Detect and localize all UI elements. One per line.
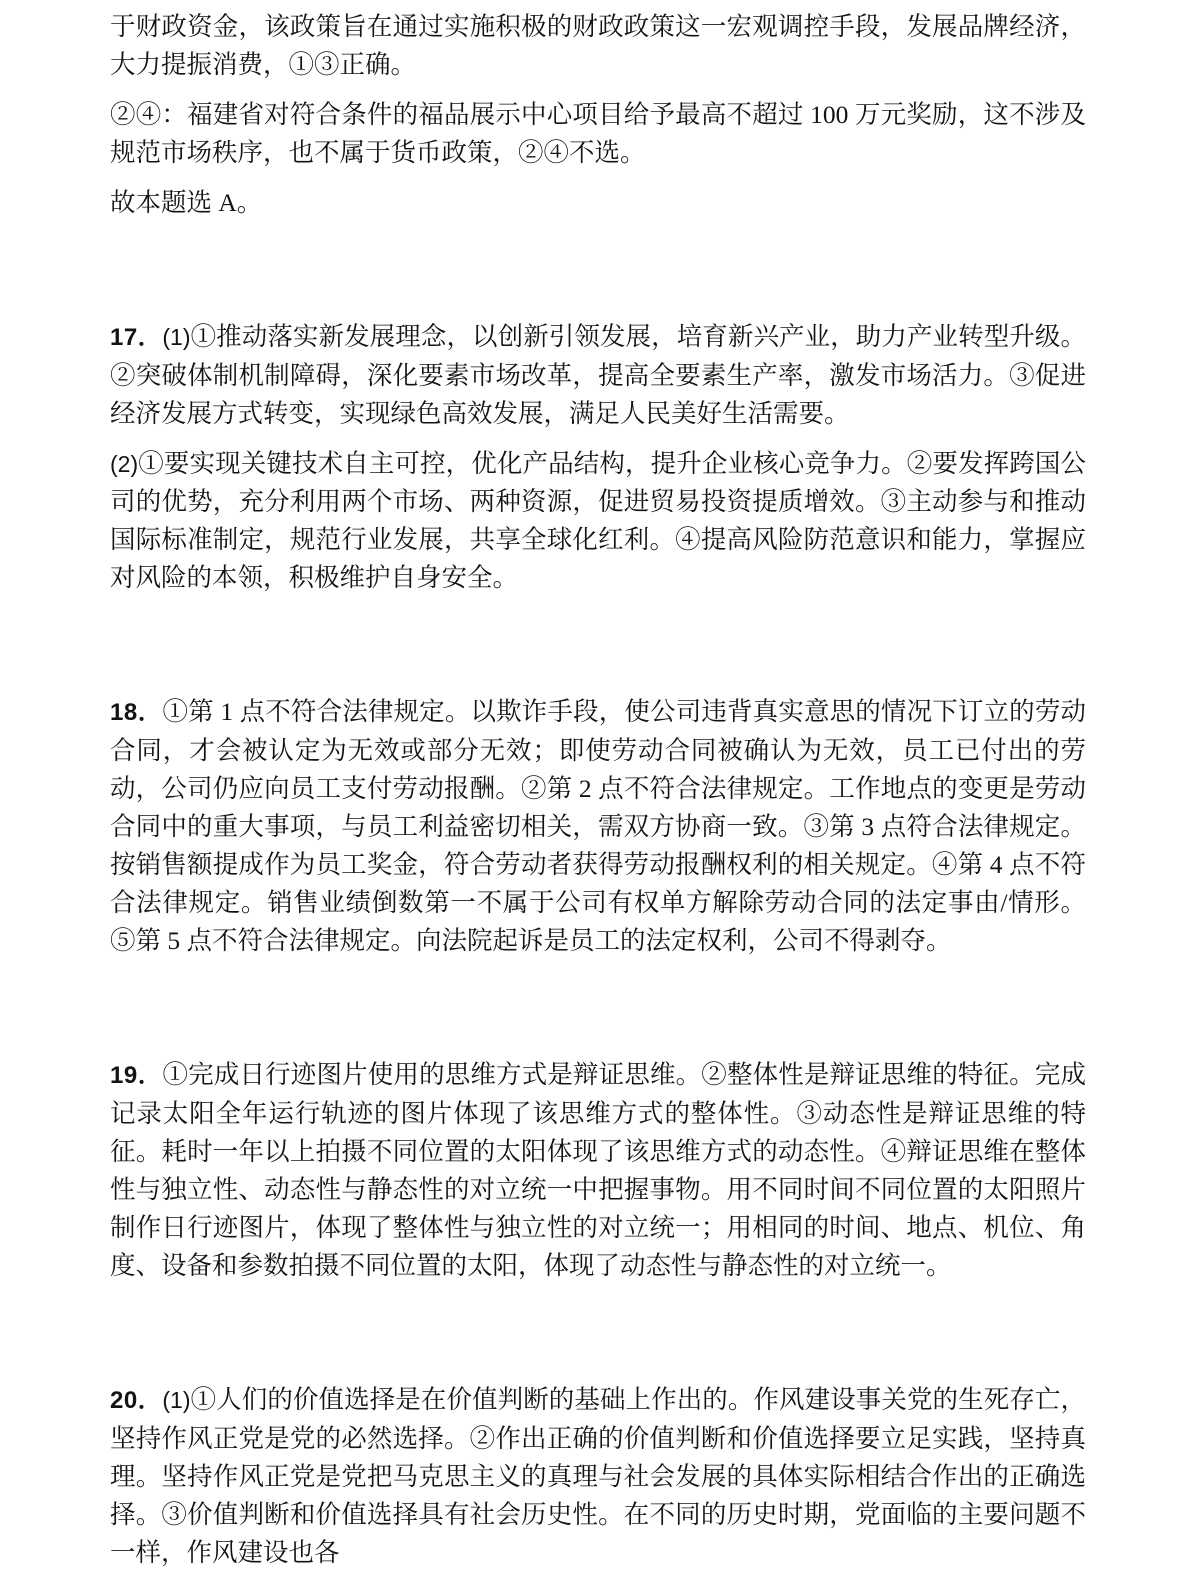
paragraph-text: ①人们的价值选择是在价值判断的基础上作出的。作风建设事关党的生死存亡，坚持作风正党是党的必然选择。②作出正确的价值判断和价值选择要立足实践，坚持真理。坚持作风正党是党把马克思主义的真理与社会发展的具体实际相结合作出的正确选择。③价值判断和价值选择具有社会历史性。在不同的历史时期，党面临的主要问题不一样，作风建设也各 — [110, 1385, 1086, 1567]
document-body — [110, 0, 1086, 1572]
question-number-18: 18． — [110, 699, 163, 726]
answer-block-19 — [110, 1056, 1086, 1285]
paragraph — [110, 1056, 1086, 1285]
paragraph-text: ①要实现关键技术自主可控，优化产品结构，提升企业核心竞争力。②要发挥跨国公司的优势，充分利用两个市场、两种资源，促进贸易投资提质增效。③主动参与和推动国际标准制定，规范行业发展，共享全球化红利。④提高风险防范意识和能力，掌握应对风险的本领，积极维护自身安全。 — [110, 449, 1086, 592]
sub-item-label: (1) — [162, 324, 191, 350]
answer-block-18 — [110, 693, 1086, 960]
paragraph: ②④：福建省对符合条件的福品展示中心项目给予最高不超过 100 万元奖励，这不涉及规范市场秩序，也不属于货币政策，②④不选。 — [110, 100, 1086, 167]
question-number-17: 17． — [110, 324, 163, 351]
answer-block-17 — [110, 318, 1086, 597]
paragraph-text: ①第 1 点不符合法律规定。以欺诈手段，使公司违背真实意思的情况下订立的劳动合同，才会被认定为无效或部分无效；即使劳动合同被确认为无效，员工已付出的劳动，公司仍应向员工支付劳动报酬。②第 2 点不符合法律规定。工作地点的变更是劳动合同中的重大事项，与员工利益密切相关，需双方协商一致。③第 3 点符合法律规定。按销售额提成作为员工奖金，符合劳动者获得劳动报酬权利的相关规定。④第 4 点不符合法律规定。销售业绩倒数第一不属于公司有权单方解除劳动合同的法定事由/情形。⑤第 5 点不符合法律规定。向法院起诉是员工的法定权利，公司不得剥夺。 — [110, 697, 1086, 955]
sub-item-label: (2) — [110, 451, 139, 477]
paragraph-text: ①完成日行迹图片使用的思维方式是辩证思维。②整体性是辩证思维的特征。完成记录太阳全年运行轨迹的图片体现了该思维方式的整体性。③动态性是辩证思维的特征。耗时一年以上拍摄不同位置的太阳体现了该思维方式的动态性。④辩证思维在整体性与独立性、动态性与静态性的对立统一中把握事物。用不同时间不同位置的太阳照片制作日行迹图片，体现了整体性与独立性的对立统一；用相同的时间、地点、机位、角度、设备和参数拍摄不同位置的太阳，体现了动态性与静态性的对立统一。 — [110, 1060, 1086, 1280]
question-number-19: 19． — [110, 1062, 163, 1089]
question-number-20: 20． — [110, 1387, 163, 1414]
answer-block-20 — [110, 1381, 1086, 1572]
paragraph-text: ①推动落实新发展理念，以创新引领发展，培育新兴产业，助力产业转型升级。②突破体制机制障碍，深化要素市场改革，提高全要素生产率，激发市场活力。③促进经济发展方式转变，实现绿色高效发展，满足人民美好生活需要。 — [110, 322, 1086, 428]
paragraph — [110, 445, 1086, 597]
paragraph — [110, 318, 1086, 433]
answer-block-16-continued — [110, 8, 1086, 222]
paragraph — [110, 1381, 1086, 1572]
paragraph: 于财政资金，该政策旨在通过实施积极的财政政策这一宏观调控手段，发展品牌经济，大力提振消费，①③正确。 — [110, 12, 1086, 79]
paragraph — [110, 693, 1086, 960]
sub-item-label: (1) — [162, 1387, 191, 1413]
paragraph-conclusion: 故本题选 A。 — [110, 188, 263, 217]
